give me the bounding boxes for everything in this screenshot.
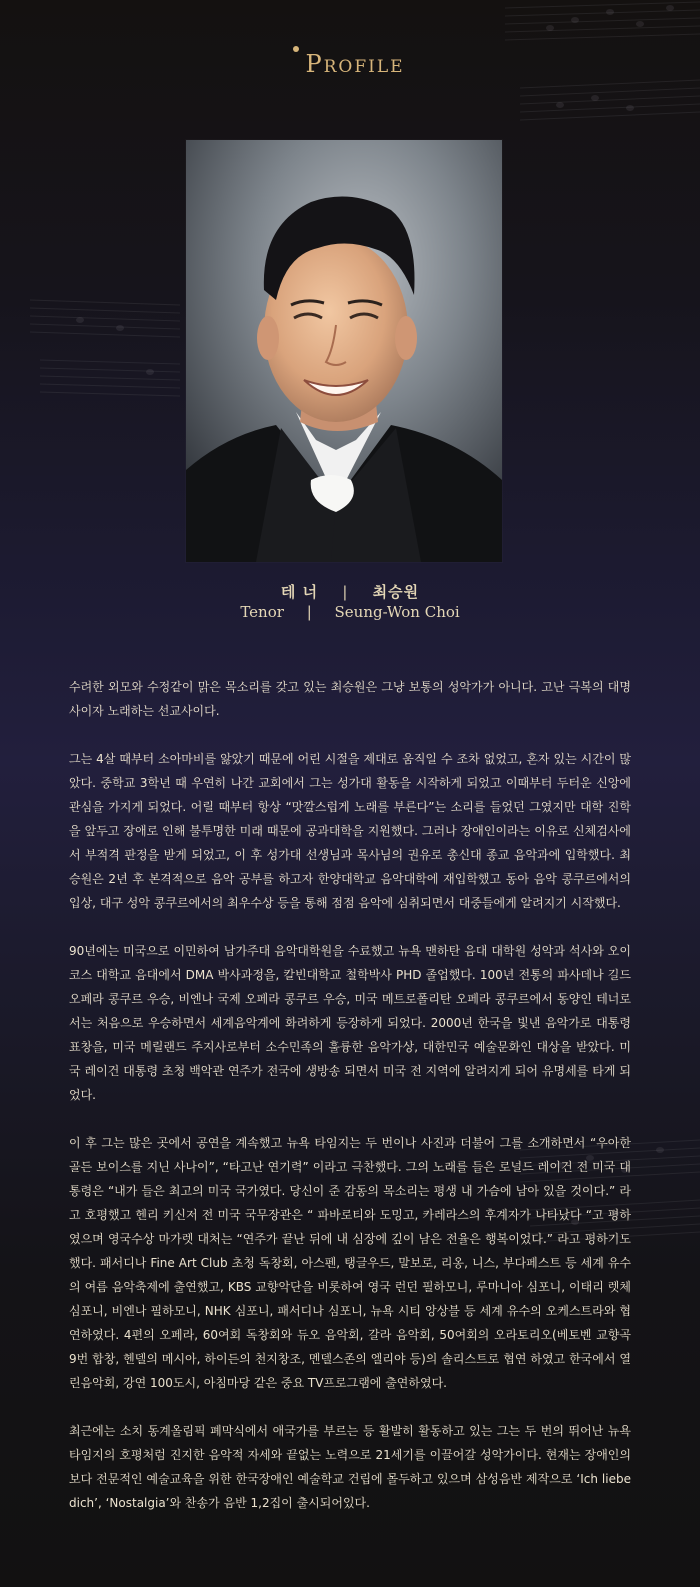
role-korean: 테 너	[280, 583, 319, 601]
portrait-photo	[186, 140, 502, 562]
page-title-text: Profile	[305, 50, 405, 78]
bio-paragraph-2: 그는 4살 때부터 소아마비를 앓았기 때문에 어린 시절을 제대로 움직일 수 조차 없었고, 혼자 있는 시간이 많았다. 중학교 3학년 때 우연히 나간 교회에서 그는 성가대 활동을 시작하게 되었고 이때부터 두터운 신앙에 관심을 가지게 되었다. 어릴 때부터 항상 “맛깔스럽게 노래를 부른다”는 소리를 들었던 그였지만 대학 진학을 앞두고 장애로 인해 불투명한 미래 때문에 공과대학을 지원했다. 그러나 장애인이라는 이유로 신체검사에서 부적격 판정을 받게 되었고, 이 후 성가대 선생님과 목사님의 권유로 총신대 종교 음악과에 입학했다. 최승원은 2년 후 본격적으로 음악 공부를 하고자 한양대학교 음악대학에 재입학했고 동아 음악 콩쿠르에서의 입상, 대구 성악 콩쿠르에서의 최우수상 등을 통해 점점 음악에 심취되면서 대중들에게 알려지기 시작했다.	[69, 752, 631, 910]
name-separator: |	[342, 583, 349, 601]
performer-name-english	[0, 603, 700, 621]
name-english: Seung-Won Choi	[334, 603, 460, 621]
role-english: Tenor	[240, 603, 284, 621]
bio-paragraph-3: 90년에는 미국으로 이민하여 남가주대 음악대학원을 수료했고 뉴욕 맨하탄 음대 대학원 성악과 석사와 오이코스 대학교 음대에서 DMA 박사과정을, 칼빈대학교 철학박사 PHD 졸업했다. 100년 전통의 파사데나 길드 오페라 콩쿠르 우승, 비엔나 국제 오페라 콩쿠르 우승, 미국 메트로폴리탄 오페라 콩쿠르에서 동양인 테너로서는 처음으로 우승하면서 세계음악계에 화려하게 등장하게 되었다. 2000년 한국을 빛낸 음악가로 대통령 표창을, 미국 메릴랜드 주지사로부터 소수민족의 훌륭한 음악가상, 대한민국 예술문화인 대상을 받았다. 미국 레이건 대통령 초청 백악관 연주가 전국에 생방송 되면서 미국 전 지역에 알려지게 되어 유명세를 타게 되었다.	[69, 944, 631, 1102]
title-block	[0, 52, 700, 76]
bio-paragraph-1: 수려한 외모와 수정같이 맑은 목소리를 갖고 있는 최승원은 그냥 보통의 성악가가 아니다. 고난 극복의 대명사이자 노래하는 선교사이다.	[69, 680, 631, 718]
bio-paragraph-5: 최근에는 소치 동계올림픽 폐막식에서 애국가를 부르는 등 활발히 활동하고 있는 그는 두 번의 뛰어난 뉴욕타임지의 호평처럼 진지한 음악적 자세와 끝없는 노력으로 21세기를 이끌어갈 성악가이다. 현재는 장애인의 보다 전문적인 예술교육을 위한 한국장애인 예술학교 건립에 몰두하고 있으며 삼성음반 제작으로 ‘Ich liebe dich’, ‘Nostalgia’와 찬송가 음반 1,2집이 출시되어있다.	[69, 1424, 631, 1510]
name-separator: |	[306, 603, 312, 621]
page-title	[295, 52, 404, 76]
bio-paragraph-4: 이 후 그는 많은 곳에서 공연을 계속했고 뉴욕 타임지는 두 번이나 사진과 더불어 그를 소개하면서 “우아한 골든 보이스를 지닌 사나이”, “타고난 연기력” 이라고 극찬했다. 그의 노래를 들은 로널드 레이건 전 미국 대통령은 “내가 들은 최고의 미국 국가였다. 당신이 준 감동의 목소리는 평생 내 가슴에 남아 있을 것이다.” 라고 호평했고 헨리 키신저 전 미국 국무장관은 “ 파바로티와 도밍고, 카레라스의 후계자가 나타났다 “고 평하였으며 영국수상 마가렛 대처는 “연주가 끝난 뒤에 내 심장에 깊이 남은 전율은 행복이었다.” 라고 평하기도 했다. 패서디나 Fine Art Club 초청 독창회, 아스펜, 탱글우드, 말보로, 리옹, 니스, 부다페스트 등 세계 유수의 여름 음악축제에 출연했고, KBS 교향악단을 비롯하여 영국 런던 필하모니, 루마니아 심포니, 이태리 렛체 심포니, 비엔나 필하모니, NHK 심포니, 패서디나 심포니, 뉴욕 시티 앙상블 등 세계 유수의 오케스트라와 협연하였다. 4편의 오페라, 60여회 독창회와 듀오 음악회, 갈라 음악회, 50여회의 오라토리오(베토벤 교향곡 9번 합창, 헨델의 메시아, 하이든의 천지창조, 멘델스존의 엘리야 등)의 솔리스트로 협연 하였고 한국에서 열린음악회, 강연 100도시, 아침마당 같은 중요 TV프로그램에 출연하였다.	[69, 1136, 631, 1390]
portrait-illustration	[186, 140, 502, 562]
title-dot-ornament	[293, 46, 299, 52]
performer-name-korean	[0, 581, 700, 602]
name-korean: 최승원	[372, 583, 420, 601]
biography-section	[69, 675, 631, 1539]
